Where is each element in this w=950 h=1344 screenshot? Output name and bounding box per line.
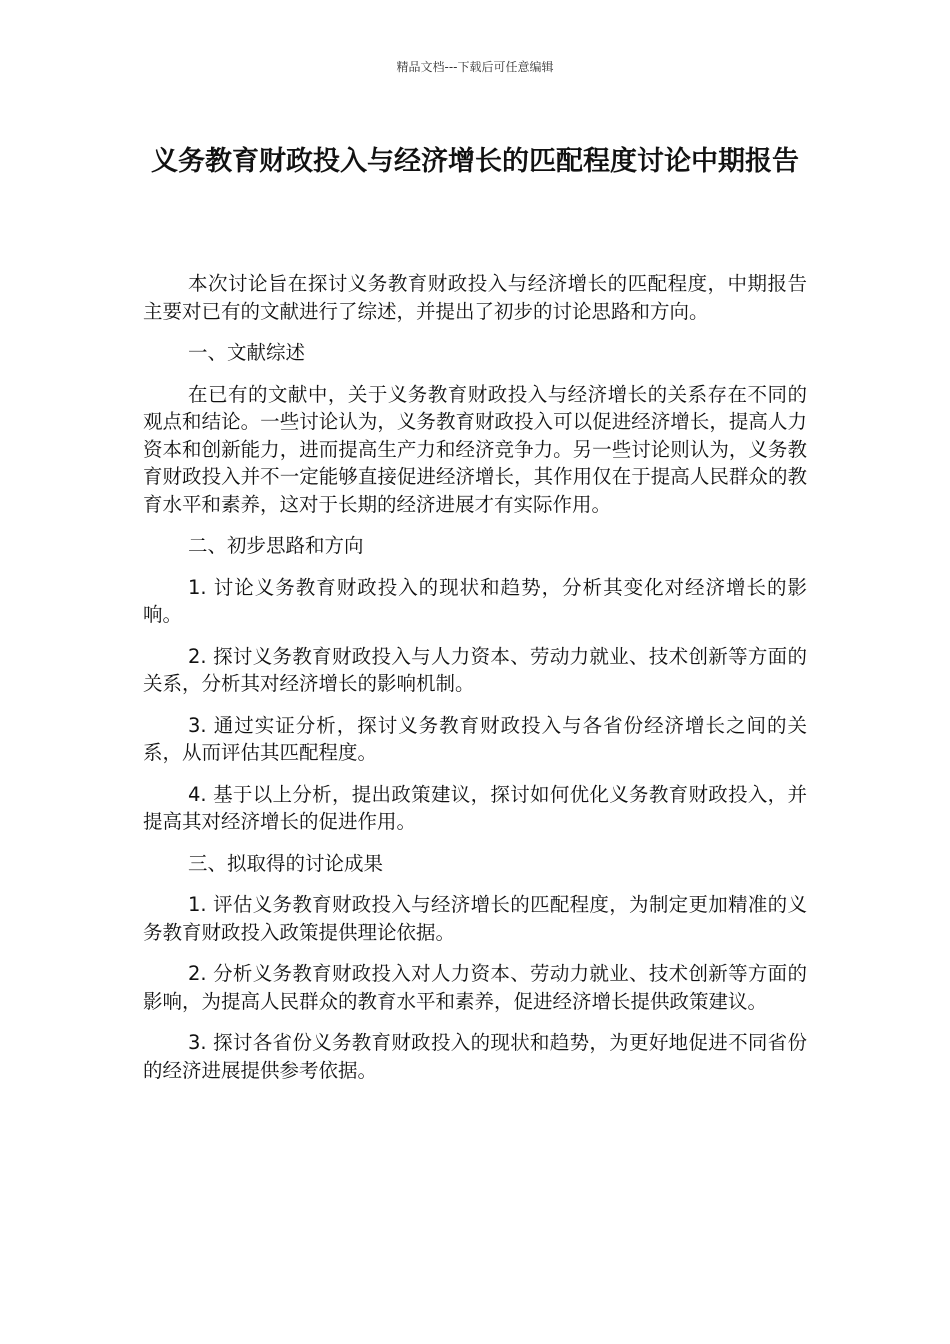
result-item-1: 1. 评估义务教育财政投入与经济增长的匹配程度，为制定更加精准的义务教育财政投入政策提供理论依据。 xyxy=(143,893,807,944)
result-item-2: 2. 分析义务教育财政投入对人力资本、劳动力就业、技术创新等方面的影响，为提高人民群众的教育水平和素养，促进经济增长提供政策建议。 xyxy=(143,962,807,1013)
result-item-3: 3. 探讨各省份义务教育财政投入的现状和趋势，为更好地促进不同省份的经济进展提供参考依据。 xyxy=(143,1031,807,1082)
idea-item-1: 1. 讨论义务教育财政投入的现状和趋势，分析其变化对经济增长的影响。 xyxy=(143,575,807,626)
document-title: 义务教育财政投入与经济增长的匹配程度讨论中期报告 xyxy=(151,146,799,177)
idea-item-2: 2. 探讨义务教育财政投入与人力资本、劳动力就业、技术创新等方面的关系，分析其对经济增长的影响机制。 xyxy=(143,644,807,695)
section-heading-literature-review: 一、文献综述 xyxy=(188,341,306,364)
section-heading-expected-results: 三、拟取得的讨论成果 xyxy=(188,851,384,875)
page-header: 精品文档---下载后可任意编辑 xyxy=(396,60,554,74)
document-body xyxy=(143,270,807,1098)
intro-paragraph: 本次讨论旨在探讨义务教育财政投入与经济增长的匹配程度，中期报告主要对已有的文献进行了综述，并提出了初步的讨论思路和方向。 xyxy=(143,272,807,323)
literature-review-paragraph: 在已有的文献中，关于义务教育财政投入与经济增长的关系存在不同的观点和结论。一些讨论认为，义务教育财政投入可以促进经济增长，提高人力资本和创新能力，进而提高生产力和经济竞争力。另一些讨论则认为，义务教育财政投入并不一定能够直接促进经济增长，其作用仅在于提高人民群众的教育水平和素养，这对于长期的经济进展才有实际作用。 xyxy=(143,382,807,516)
idea-item-4: 4. 基于以上分析，提出政策建议，探讨如何优化义务教育财政投入，并提高其对经济增长的促进作用。 xyxy=(143,782,807,833)
section-heading-preliminary-ideas: 二、初步思路和方向 xyxy=(188,534,364,557)
idea-item-3: 3. 通过实证分析，探讨义务教育财政投入与各省份经济增长之间的关系，从而评估其匹配程度。 xyxy=(143,713,807,764)
